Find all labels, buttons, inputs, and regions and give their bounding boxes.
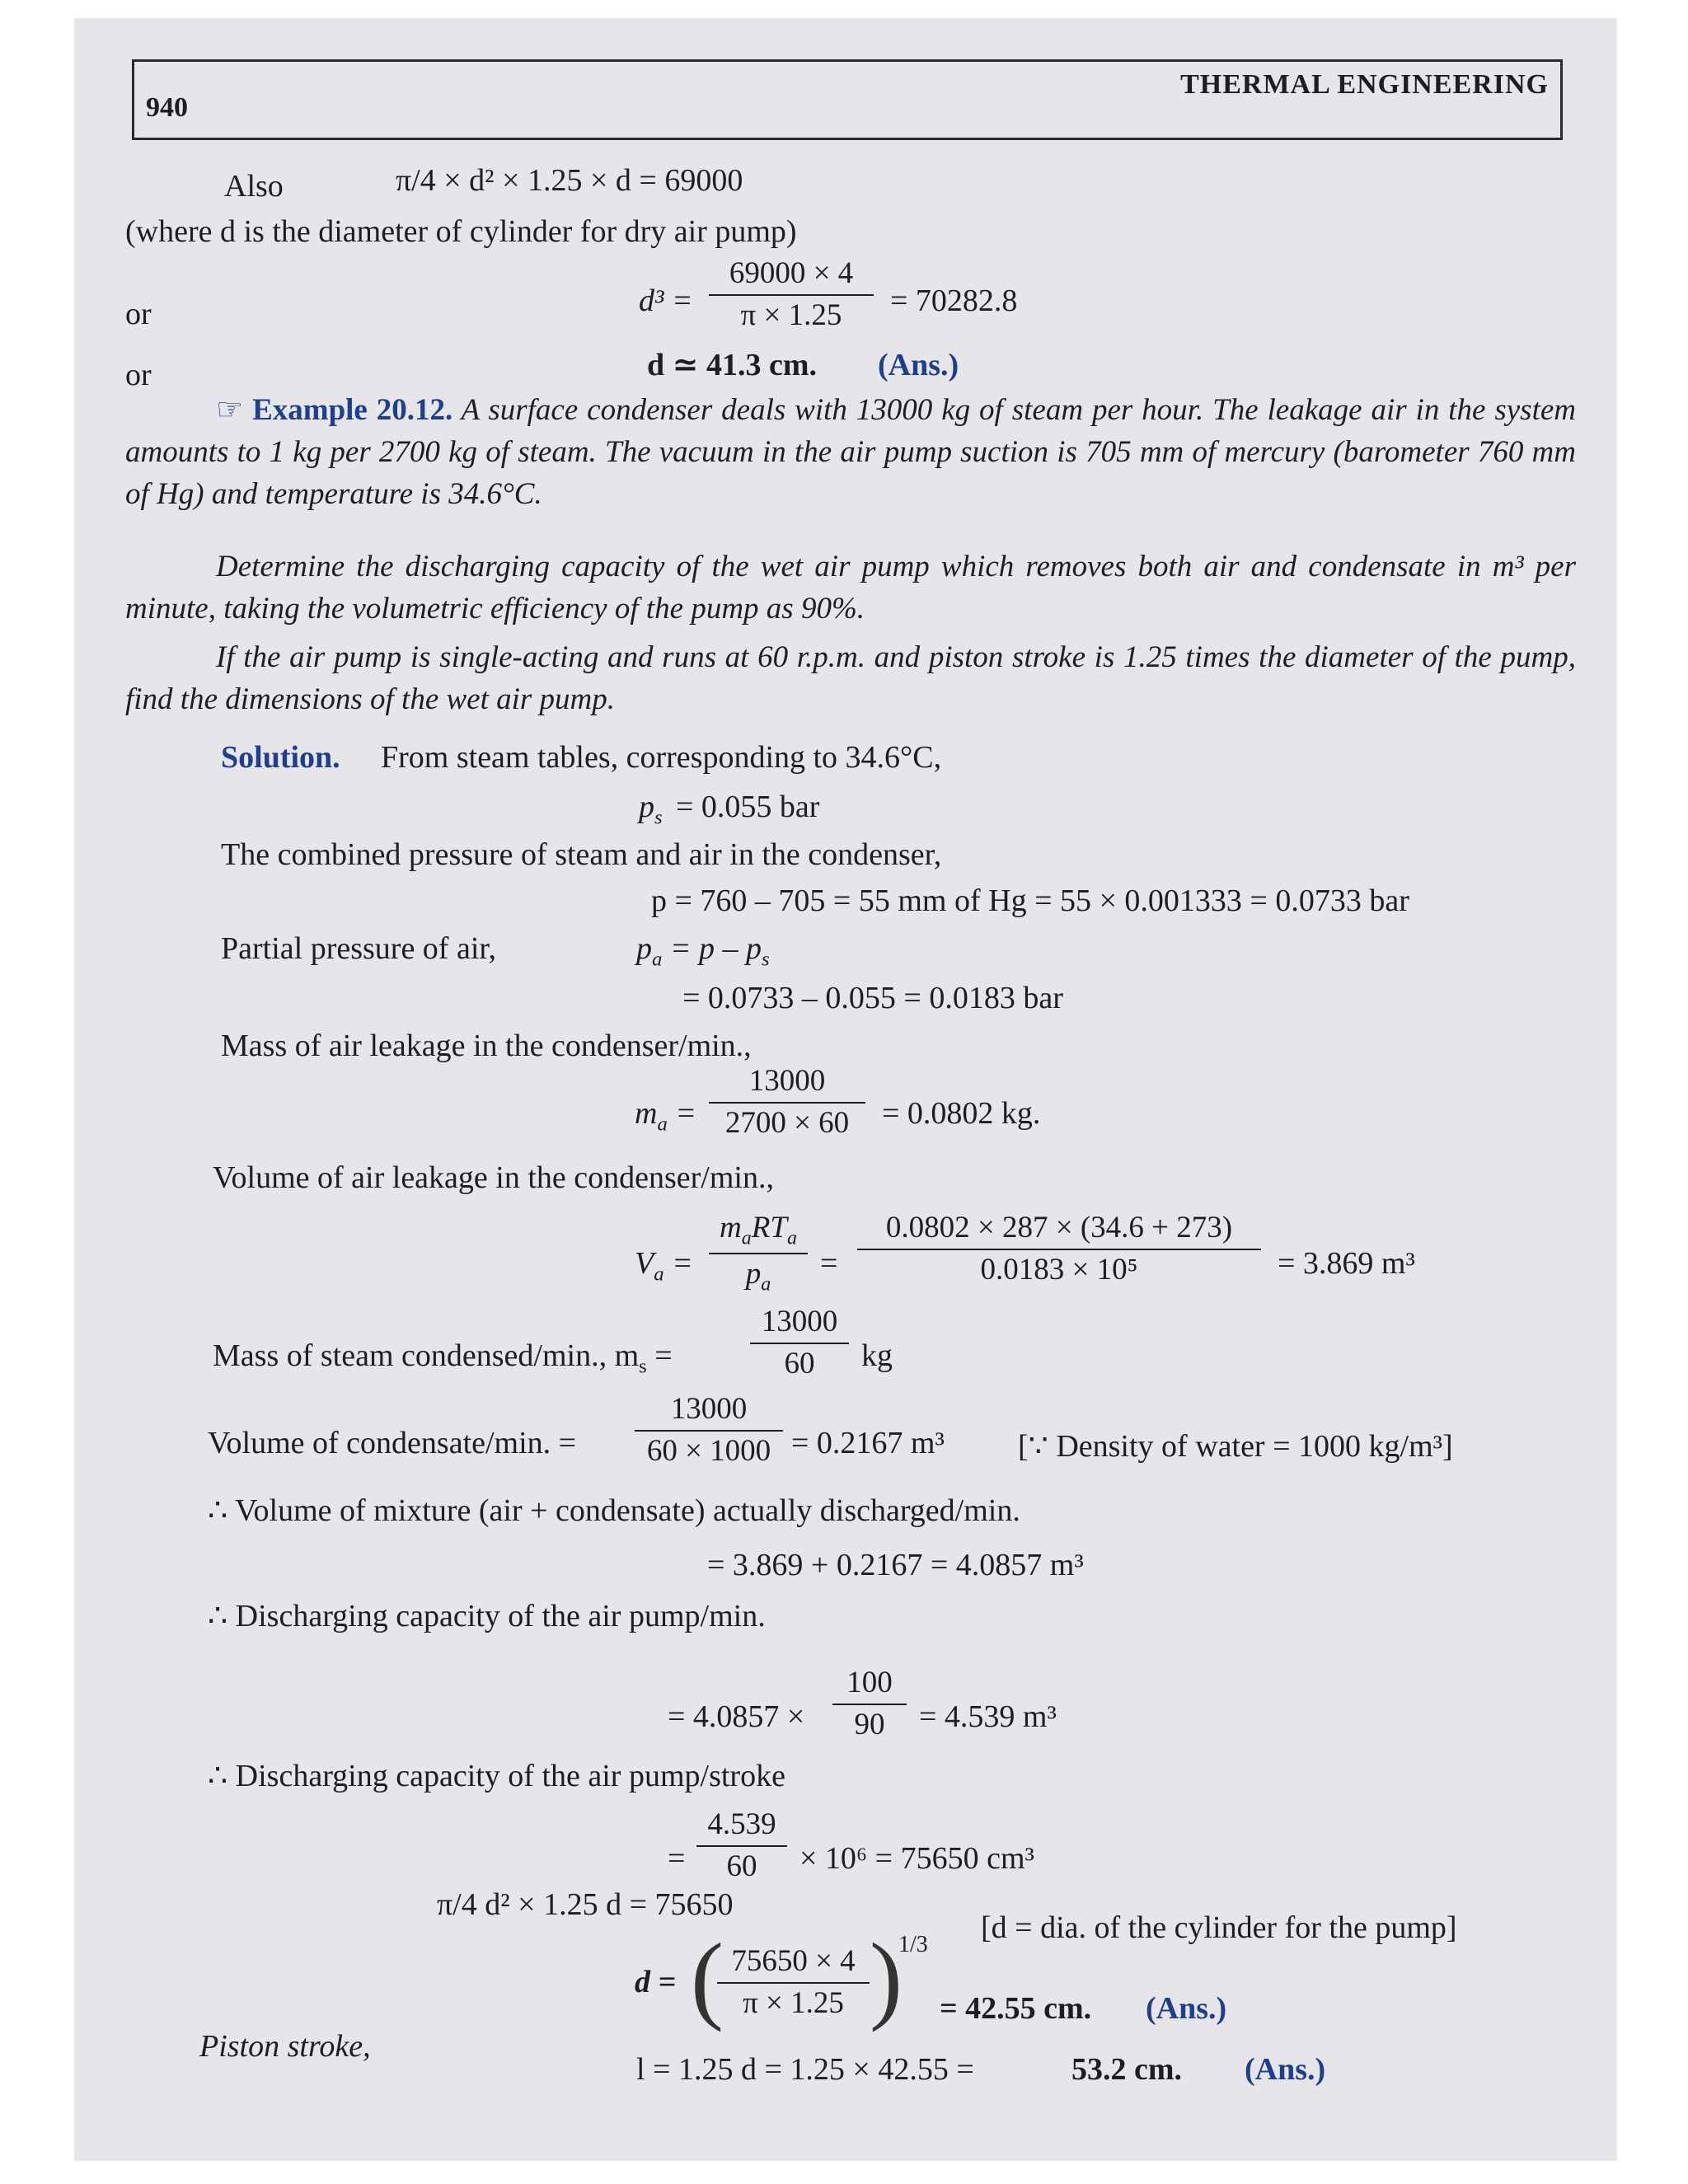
mass-air-label: Mass of air leakage in the condenser/min., bbox=[221, 1029, 752, 1063]
capacity-stroke-label: ∴ Discharging capacity of the air pump/stroke bbox=[208, 1759, 785, 1793]
example-paragraph-2: Determine the discharging capacity of the wet air pump which removes both air and condensate in m³ per minute, taking the volumetric efficiency of the pump as 90%. bbox=[125, 550, 1576, 626]
d3-lhs: d³ = bbox=[639, 284, 693, 318]
va-symbol: $V_a$ = bbox=[635, 1246, 693, 1286]
va-fraction: 0.0802 × 287 × (34.6 + 273) 0.0183 × 10⁵ bbox=[857, 1212, 1261, 1286]
ma-result: = 0.0802 kg. bbox=[882, 1096, 1041, 1131]
stroke-equation: l = 1.25 d = 1.25 × 42.55 = bbox=[636, 2052, 974, 2087]
stroke-length-result: 53.2 cm. bbox=[1071, 2052, 1183, 2087]
stroke-result: × 10⁶ = 75650 cm³ bbox=[799, 1841, 1034, 1876]
d-fraction: 75650 × 4 π × 1.25 bbox=[717, 1945, 870, 2020]
pa-result: = 0.0733 – 0.055 = 0.0183 bar bbox=[682, 981, 1063, 1015]
d-note: [d = dia. of the cylinder for the pump] bbox=[981, 1910, 1457, 1945]
volume-air-label: Volume of air leakage in the condenser/min., bbox=[213, 1160, 774, 1195]
ans-1: (Ans.) bbox=[878, 348, 959, 382]
ps-symbol: $p_s$ bbox=[639, 790, 663, 829]
stroke-fraction: 4.539 60 bbox=[696, 1808, 787, 1883]
condensate-label: Volume of condensate/min. = bbox=[208, 1426, 577, 1460]
book-title: THERMAL ENGINEERING bbox=[1180, 69, 1549, 100]
example-label: Example 20.12. bbox=[252, 393, 453, 427]
d-result: d ≃ 41.3 cm. bbox=[647, 348, 817, 382]
d3-rhs: = 70282.8 bbox=[890, 284, 1018, 318]
d-symbol: d = bbox=[635, 1965, 677, 1999]
ps-value: = 0.055 bar bbox=[676, 790, 820, 824]
capacity-fraction: 100 90 bbox=[832, 1666, 907, 1741]
note-d: (where d is the diameter of cylinder for dry air pump) bbox=[125, 214, 797, 249]
steam-unit: kg bbox=[861, 1338, 893, 1373]
or-label-2: or bbox=[125, 358, 152, 392]
capacity-lhs: = 4.0857 × bbox=[668, 1699, 805, 1734]
piston-label: Piston stroke, bbox=[199, 2029, 371, 2064]
va-equals: = bbox=[820, 1246, 838, 1281]
book-page bbox=[74, 18, 1617, 2161]
partial-label: Partial pressure of air, bbox=[221, 931, 497, 966]
pa-equation: $p_a = p - p_s$ bbox=[636, 931, 770, 971]
density-note: [∵ Density of water = 1000 kg/m³] bbox=[1018, 1429, 1453, 1464]
steam-label: Mass of steam condensed/min., $m_s$ = bbox=[213, 1338, 673, 1378]
ans-3: (Ans.) bbox=[1245, 2052, 1326, 2087]
right-paren: ) bbox=[870, 1923, 903, 2032]
stroke-equals: = bbox=[668, 1841, 686, 1876]
p-equation: p = 760 – 705 = 55 mm of Hg = 55 × 0.001333 = 0.0733 bar bbox=[651, 883, 1409, 918]
or-label-1: or bbox=[125, 297, 152, 331]
example-paragraph-3: If the air pump is single-acting and runs at 60 r.p.m. and piston stroke is 1.25 times the diameter of the pump, find the dimensions of the wet air pump. bbox=[125, 640, 1576, 717]
page-number: 940 bbox=[146, 92, 188, 123]
solution-label: Solution. bbox=[221, 740, 340, 775]
mixture-equation: = 3.869 + 0.2167 = 4.0857 m³ bbox=[707, 1548, 1084, 1582]
condensate-result: = 0.2167 m³ bbox=[791, 1426, 945, 1460]
va-result: = 3.869 m³ bbox=[1278, 1246, 1415, 1281]
page-header bbox=[132, 59, 1563, 140]
pointing-hand-icon: ☞ bbox=[216, 393, 244, 427]
solution-intro: From steam tables, corresponding to 34.6°C, bbox=[381, 740, 942, 775]
also-label: Also bbox=[224, 169, 284, 204]
steam-fraction: 13000 60 bbox=[750, 1305, 849, 1380]
ans-2: (Ans.) bbox=[1146, 1991, 1227, 2026]
d3-fraction: 69000 × 4 π × 1.25 bbox=[709, 257, 874, 332]
d-result-final: = 42.55 cm. bbox=[940, 1991, 1092, 2026]
capacity-result: = 4.539 m³ bbox=[919, 1699, 1057, 1734]
d-exponent: 1/3 bbox=[898, 1932, 928, 1957]
example-paragraph-1 bbox=[125, 389, 1576, 515]
eq-volume-dry-pump: π/4 × d² × 1.25 × d = 69000 bbox=[396, 163, 743, 198]
left-paren: ( bbox=[691, 1923, 724, 2032]
va-symbolic-fraction: $m_aRT_a$ $p_a$ bbox=[709, 1212, 808, 1296]
capacity-min-label: ∴ Discharging capacity of the air pump/min. bbox=[208, 1599, 766, 1633]
example-text-1: A surface condenser deals with 13000 kg of steam per hour. The leakage air in the system amounts to 1 kg per 2700 kg of steam. The vacuum in the air pump suction is 705 mm of mercury (barometer 760 mm of Hg) and temperature is 34.6°C. bbox=[125, 393, 1576, 512]
mixture-label: ∴ Volume of mixture (air + condensate) actually discharged/min. bbox=[208, 1493, 1020, 1528]
condensate-fraction: 13000 60 × 1000 bbox=[635, 1393, 783, 1468]
volume-equation: π/4 d² × 1.25 d = 75650 bbox=[437, 1887, 734, 1922]
ma-fraction: 13000 2700 × 60 bbox=[709, 1065, 865, 1140]
ma-symbol: $m_a$ = bbox=[635, 1096, 696, 1136]
combined-label: The combined pressure of steam and air in the condenser, bbox=[221, 837, 942, 872]
